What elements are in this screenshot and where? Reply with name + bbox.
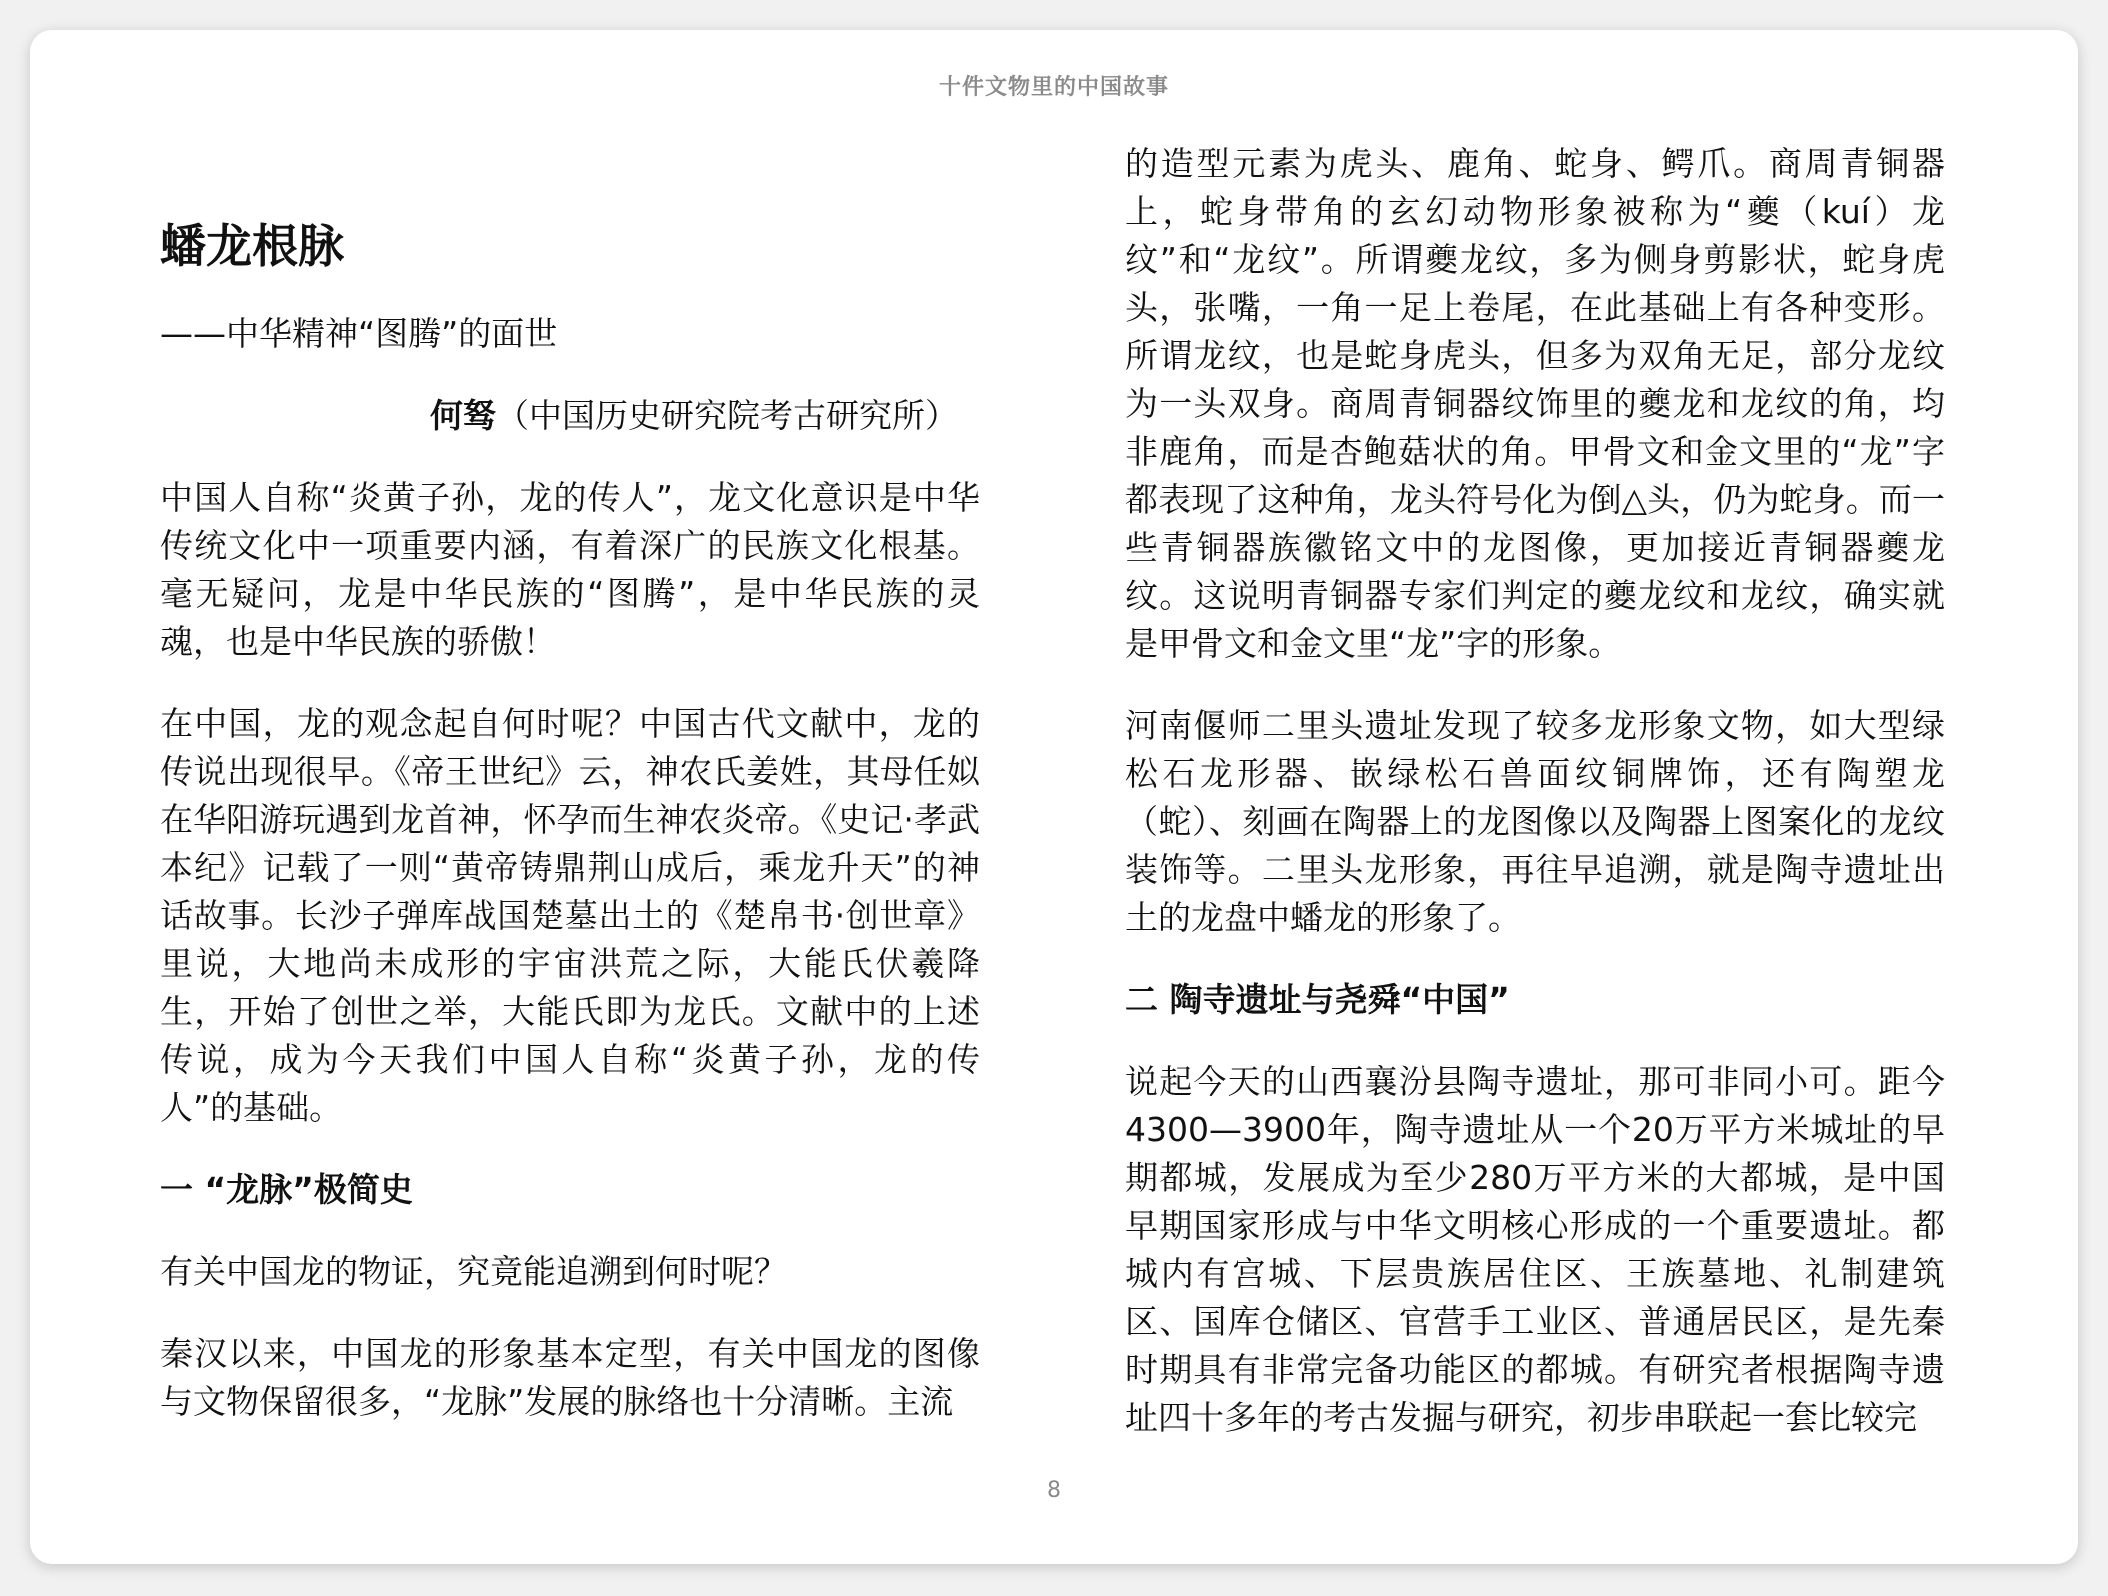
page-number: 8 — [1047, 1478, 1061, 1503]
paragraph: 河南偃师二里头遗址发现了较多龙形象文物，如大型绿松石龙形器、嵌绿松石兽面纹铜牌饰，还有陶塑龙（蛇）、刻画在陶器上的龙图像以及陶器上图案化的龙纹装饰等。二里头龙形象，再往早追溯，就是陶寺遗址出土的龙盘中蟠龙的形象了。 — [1125, 706, 1945, 937]
paragraph: 在中国，龙的观念起自何时呢？中国古代文献中，龙的传说出现很早。《帝王世纪》云，神农氏姜姓，其母任姒在华阳游玩遇到龙首神，怀孕而生神农炎帝。《史记·孝武本纪》记载了一则“黄帝铸鼎荆山成后，乘龙升天”的神话故事。长沙子弹库战国楚墓出土的《楚帛书·创世章》里说，大地尚未成形的宇宙洪荒之际，大能氏伏羲降生，开始了创世之举，大能氏即为龙氏。文献中的上述传说，成为今天我们中国人自称“炎黄子孙，龙的传人”的基础。 — [160, 704, 980, 1127]
paragraph: 的造型元素为虎头、鹿角、蛇身、鳄爪。商周青铜器上，蛇身带角的玄幻动物形象被称为“夔（kuí）龙纹”和“龙纹”。所谓夔龙纹，多为侧身剪影状，蛇身虎头，张嘴，一角一足上卷尾，在此基础上有各种变形。所谓龙纹，也是蛇身虎头，但多为双角无足，部分龙纹为一头双身。商周青铜器纹饰里的夔龙和龙纹的角，均非鹿角，而是杏鲍菇状的角。甲骨文和金文里的“龙”字都表现了这种角，龙头符号化为倒△头，仍为蛇身。而一些青铜器族徽铭文中的龙图像，更加接近青铜器夔龙纹。这说明青铜器专家们判定的夔龙纹和龙纹，确实就是甲骨文和金文里“龙”字的形象。 — [1125, 144, 1945, 663]
paragraph: 有关中国龙的物证，究竟能追溯到何时呢？ — [160, 1252, 787, 1291]
book-page-spread — [30, 30, 2078, 1564]
left-column — [160, 140, 980, 1460]
paragraph: 中国人自称“炎黄子孙，龙的传人”，龙文化意识是中华传统文化中一项重要内涵，有着深广的民族文化根基。毫无疑问，龙是中华民族的“图腾”，是中华民族的灵魂，也是中华民族的骄傲！ — [160, 478, 980, 661]
section-heading: 二 陶寺遗址与尧舜“中国” — [1125, 980, 1510, 1019]
chapter-title: 蟠龙根脉 — [160, 219, 344, 273]
paragraph: 秦汉以来，中国龙的形象基本定型，有关中国龙的图像与文物保留很多，“龙脉”发展的脉络也十分清晰。主流 — [160, 1334, 980, 1421]
author-affiliation: （中国历史研究院考古研究所） — [496, 396, 958, 435]
right-column — [1125, 140, 1945, 1476]
author-line — [160, 392, 980, 440]
paragraph: 说起今天的山西襄汾县陶寺遗址，那可非同小可。距今4300—3900年，陶寺遗址从一个20万平方米城址的早期都城，发展成为至少280万平方米的大都城，是中国早期国家形成与中华文明核心形成的一个重要遗址。都城内有宫城、下层贵族居住区、王族墓地、礼制建筑区、国库仓储区、官营手工业区、普通居民区，是先秦时期具有非常完备功能区的都城。有研究者根据陶寺遗址四十多年的考古发掘与研究，初步串联起一套比较完 — [1125, 1062, 1945, 1437]
chapter-subtitle: ——中华精神“图腾”的面世 — [160, 314, 558, 353]
author-name: 何驽 — [430, 396, 496, 435]
section-heading: 一 “龙脉”极简史 — [160, 1170, 413, 1209]
running-header-book-title: 十件文物里的中国故事 — [938, 75, 1169, 100]
